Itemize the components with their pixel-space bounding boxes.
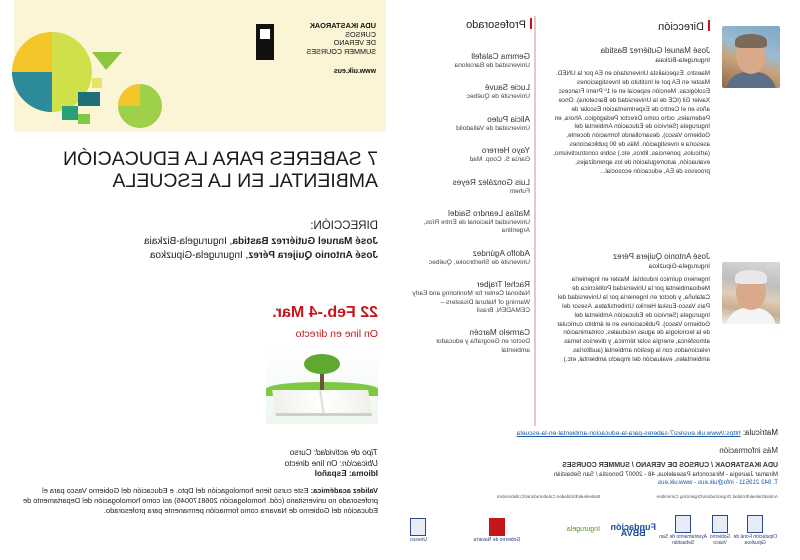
director2-name: José Antonio Quijera Pérez <box>613 252 710 261</box>
teacher-name: Alicia Puleo <box>487 114 530 124</box>
teacher-name: Carmelo Marcén <box>469 328 530 338</box>
tipo-value: Curso <box>289 448 312 457</box>
teacher-affiliation: Universidad de Valladolid <box>456 124 530 132</box>
more-info-link[interactable]: Más información <box>719 446 778 455</box>
teacher-affiliation: Fuhem <box>509 187 530 195</box>
collaborator-logos <box>410 514 600 546</box>
direccion-heading-text: Dirección <box>658 21 704 33</box>
address-block <box>418 462 778 488</box>
teacher-name: Yayo Herrero <box>481 146 530 156</box>
director2-name: José Antonio Quijera Pérez <box>248 250 378 261</box>
address-title: UDA IKASTAROAK / CURSOS DE VERANO / SUMMER COURSES <box>562 462 778 469</box>
teacher-affiliation: Garúa S. Coop. Mad <box>469 156 530 164</box>
list-item <box>412 83 530 101</box>
course-dates: 22 Feb.-4 Mar. <box>272 304 378 321</box>
validez-label: Validez académica: <box>310 486 378 495</box>
director2-header <box>613 252 710 272</box>
profesorado-heading <box>466 18 532 31</box>
ingurugela-logo: Ingurugela <box>566 526 600 533</box>
teacher-affiliation: Doctor en Geografía y educador ambiental <box>435 338 530 354</box>
list-item <box>412 328 530 355</box>
photo-hair <box>735 270 767 284</box>
photo-shirt <box>726 308 776 324</box>
director1-name: José Manuel Gutiérrez Bastida <box>232 236 378 247</box>
teacher-name: Adolfo Agúndez <box>472 248 530 258</box>
list-item <box>412 178 530 196</box>
matricula-label: Matrícula: <box>742 428 778 437</box>
validez-text: Este curso tiene homologación del Dpto. e Educación del Gobierno Vasco para el profesorado no universitario (cód. homologación 2068170046) así como homologación del Departamento de Educación del Gobierno de Navarra como formación permanente para profesorado. <box>23 486 378 516</box>
course-title: 7 SABERES PARA LA EDUCACIÓN AMBIENTAL EN LA ESCUELA <box>63 148 378 192</box>
faculty-panel <box>408 0 800 560</box>
course-modality: On line en directo <box>295 328 378 340</box>
director2-photo <box>722 262 780 324</box>
director1-header <box>601 46 710 66</box>
teacher-name: Rachel Trajber <box>476 280 530 290</box>
bbva-logo: Fundación BBVA <box>610 522 656 538</box>
director1-line <box>144 236 378 247</box>
gobierno-vasco-logo: Gobierno Vasco <box>708 517 733 543</box>
donostia-logo: Ayuntamiento de San Sebastián <box>658 517 707 543</box>
org-url[interactable]: www.uik.eus <box>333 68 376 75</box>
idioma-label: Idioma: <box>348 469 378 478</box>
photo-hair <box>735 34 767 48</box>
photo-shirt <box>726 72 776 88</box>
teacher-name: Lucie Sauvé <box>484 83 530 93</box>
teacher-affiliation: National Center for Monitoring and Early Warning of Natural Disasters – CEMADEN, Brasil <box>412 290 530 315</box>
director2-place: Ingurugela-Gipuzkoa <box>648 263 710 270</box>
list-item <box>412 52 530 70</box>
collaborators-caption: Babesleak/Entidades Colaboradoras/Collaborators <box>496 494 600 499</box>
navarra-logo: Gobierno de Navarra <box>474 517 521 543</box>
ubicacion-label: Ubicación: <box>339 458 378 468</box>
gipuzkoa-logo: Diputación Foral de Gipuzkoa <box>732 517 778 543</box>
course-facts <box>285 448 378 480</box>
ubicacion-value: On line directo <box>284 458 338 468</box>
profesorado-heading-text: Profesorado <box>466 19 526 31</box>
uik-logo-icon <box>256 24 274 60</box>
org-name: UDA IKASTAROAK <box>309 21 376 30</box>
director2-line <box>150 250 378 261</box>
tipo-label: Tipo de actividad: <box>313 448 378 457</box>
org-line: CURSOS <box>345 29 376 39</box>
teacher-affiliation: Universidad de Barcelona <box>454 62 530 69</box>
list-item <box>412 115 530 133</box>
director1-name: José Manuel Gutiérrez Bastida <box>600 46 710 55</box>
idioma-value: Español <box>314 469 347 478</box>
organizer-logos <box>608 514 778 546</box>
list-item <box>412 249 530 267</box>
director2-place: , Ingurugela-Gipuzkoa <box>149 250 249 261</box>
unesco-logo: Unesco <box>410 517 427 543</box>
org-line: SUMMER COURSES <box>306 46 376 56</box>
contact-line[interactable]: T. 943 219511 - info@uik.eus - www.uik.eus <box>657 479 778 487</box>
matricula-link[interactable]: https://www.uik.eus/es/7-saberes-para-la-educacion-ambiental-en-la-escuela <box>516 430 741 437</box>
teacher-name: Gemma Calafell <box>471 52 530 61</box>
profesorado-list <box>412 52 530 368</box>
direccion-heading <box>658 20 710 33</box>
list-item <box>412 209 530 236</box>
teacher-affiliation: Universidad Nacional de Entre Ríos, Argentina <box>423 219 530 235</box>
profesorado-divider <box>534 16 536 426</box>
org-block <box>266 22 376 56</box>
list-item <box>412 280 530 315</box>
teacher-name: Luis González Reyes <box>452 177 530 187</box>
teacher-name: Matías Leandro Saidel <box>448 209 530 219</box>
heading-marker <box>530 18 532 29</box>
validez-block <box>6 486 378 517</box>
matricula-line <box>418 428 778 437</box>
course-cover-panel <box>0 0 392 560</box>
tree-book-illustration <box>266 348 378 424</box>
org-line: DE VERANO <box>333 38 376 48</box>
organizers-caption: Antolatzaileak/Entidad Organizadora/Organizing Committee <box>656 494 778 499</box>
list-item <box>412 146 530 164</box>
teacher-affiliation: Université de Sherbrooke, Québec <box>428 258 530 266</box>
director1-place: Ingurugela-Bizkaia <box>655 57 710 64</box>
circles-artwork <box>6 22 162 134</box>
address-line: Miramar Jauregia - Miraconcha Pasealekua, 48 - 20007 Donostia / San Sebastián <box>553 470 778 478</box>
director1-bio: Maestro. Especialista Universitario en EA por la UNED. Master en EA por el Instituto de Investigaciones Ecológicas. Mención especial en el 1º Premi Francesc Xavier Gil (ICE de la Universidad de Barcelona). Once años en el Centro de Experimentación Escolar de Pedernales, ocho como Director Pedagógico. Ahora, en Ingurugela (Servicio de Educación Ambiental del Gobierno Vasco), desarrollando formación docente, asesoría e investigación. Más de 90 publicaciones (artículos, ponencias, libros, etc.) sobre constructivismo, evaluación, autorregulación de los aprendizajes, procesos de EA, educación ecosocial... <box>553 70 710 175</box>
direccion-label: DIRECCIÓN: <box>310 220 378 232</box>
heading-marker <box>708 20 710 31</box>
director1-place: , Ingurugela-Bizkaia <box>144 236 233 247</box>
director1-photo <box>722 26 780 88</box>
director2-bio: Ingeniero químico industrial. Master en Ingeniería Medioambiental por la Universidad Politécnica de Cataluña, y doctor en Ingeniería por la Universidad del País Vasco-Euskal Herriko Unibertsitatea. Asesor del Ingurugela (Servicio de Educación Ambiental del Gobierno Vasco). Publicaciones en el ámbito curricular de la tecnología de aguas residuales, contaminación atmosférica, energía solar térmica, y diversos temas relacionados con la gestión ambiental (auditorías ambientales, evaluación del impacto ambiental, etc.) <box>557 276 710 364</box>
teacher-affiliation: Université de Québec <box>466 93 530 101</box>
